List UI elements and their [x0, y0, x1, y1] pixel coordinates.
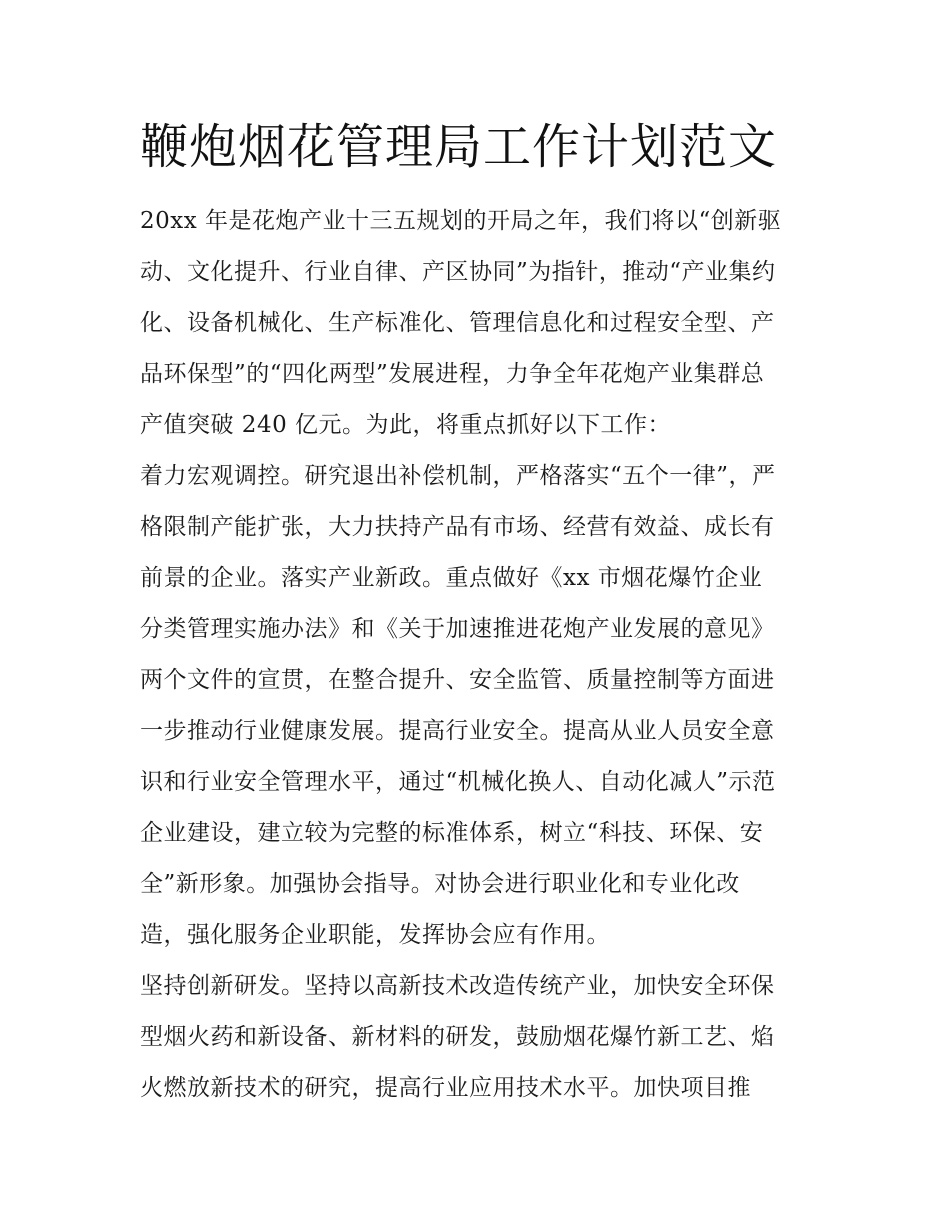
body-line: 全”新形象。加强协会指导。对协会进行职业化和专业化改: [140, 871, 740, 897]
body-line: 格限制产能扩张，大力扶持产品有市场、经营有效益、成长有: [140, 514, 775, 540]
body-line: 火燃放新技术的研究，提高行业应用技术水平。加快项目推: [140, 1075, 751, 1101]
document-title: 鞭炮烟花管理局工作计划范文: [140, 119, 778, 175]
body-line: 企业建设，建立较为完整的标准体系，树立“科技、环保、安: [140, 820, 764, 846]
body-line: 识和行业安全管理水平，通过“机械化换人、自动化减人”示范: [140, 769, 776, 795]
body-line: 动、文化提升、行业自律、产区协同”为指针，推动“产业集约: [140, 259, 776, 285]
body-line: 型烟火药和新设备、新材料的研发，鼓励烟花爆竹新工艺、焰: [140, 1024, 775, 1050]
body-line: 前景的企业。落实产业新政。重点做好《xx 市烟花爆竹企业: [140, 565, 763, 591]
body-line: 着力宏观调控。研究退出补偿机制，严格落实“五个一律”，严: [140, 463, 776, 489]
body-line: 一步推动行业健康发展。提高行业安全。提高从业人员安全意: [140, 718, 775, 744]
body-line: 坚持创新研发。坚持以高新技术改造传统产业，加快安全环保: [140, 973, 775, 999]
body-line: 化、设备机械化、生产标准化、管理信息化和过程安全型、产: [140, 310, 775, 336]
body-line: 20xx 年是花炮产业十三五规划的开局之年，我们将以“创新驱: [140, 208, 782, 234]
body-line: 产值突破 240 亿元。为此，将重点抓好以下工作：: [140, 412, 672, 438]
document-body: [140, 196, 820, 1114]
body-line: 造，强化服务企业职能，发挥协会应有作用。: [140, 922, 610, 948]
body-line: 分类管理实施办法》和《关于加速推进花炮产业发展的意见》: [140, 616, 775, 642]
body-line: 品环保型”的“四化两型”发展进程，力争全年花炮产业集群总: [140, 361, 765, 387]
body-line: 两个文件的宣贯，在整合提升、安全监管、质量控制等方面进: [140, 667, 775, 693]
